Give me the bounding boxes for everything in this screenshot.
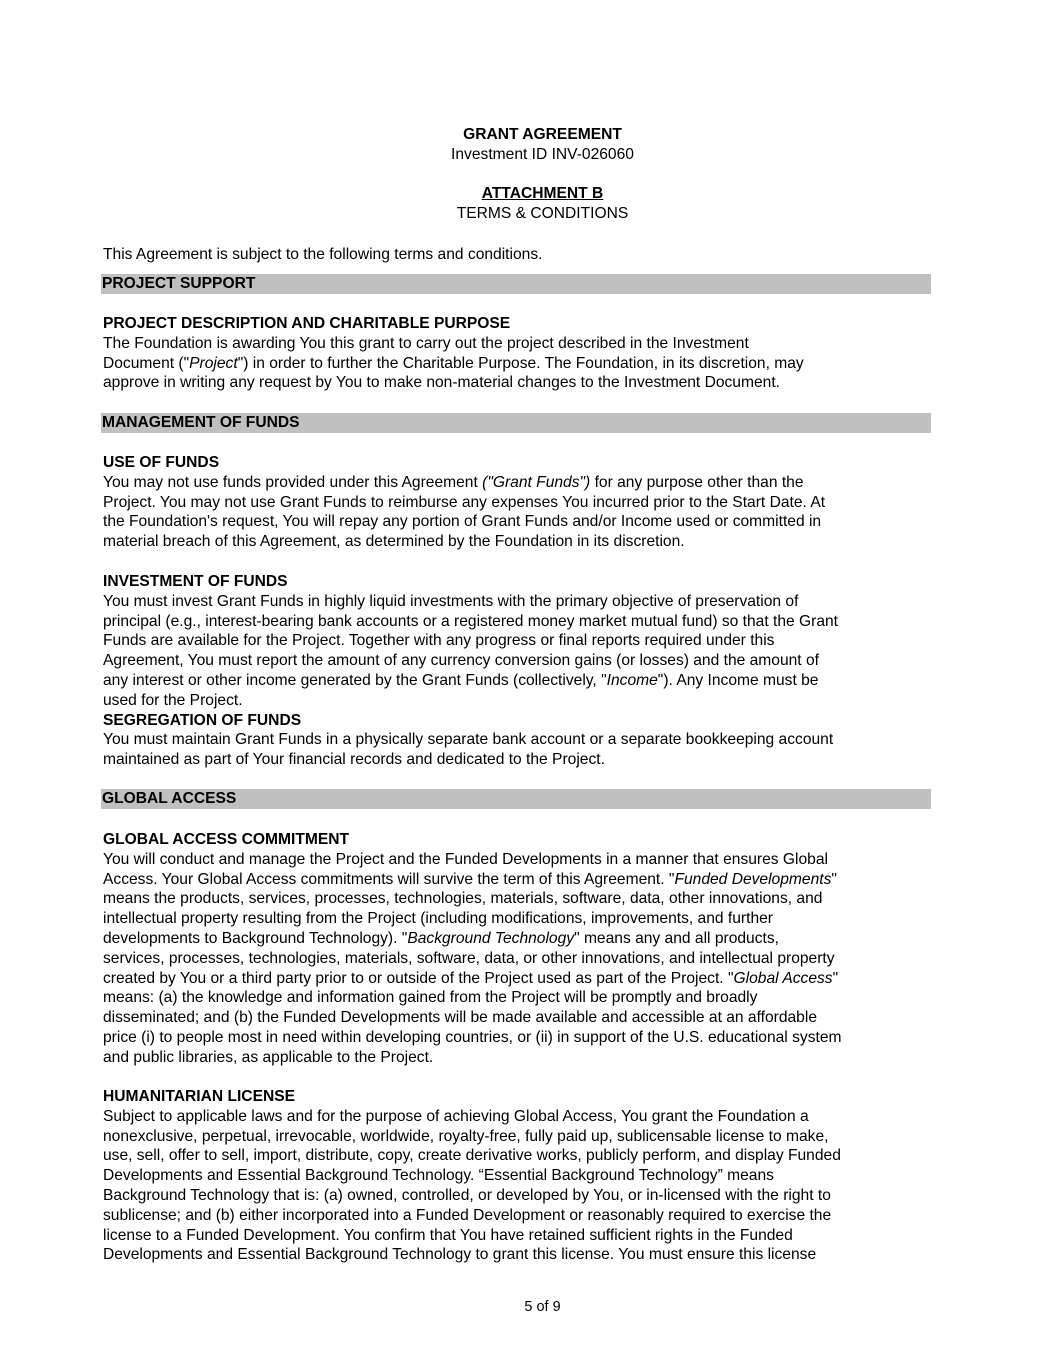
- text-line: use, sell, offer to sell, import, distribute, copy, create derivative works, publicly perform, and display Funded: [103, 1147, 841, 1165]
- use-of-funds-block: [103, 453, 933, 552]
- text-line: You may not use funds provided under this Agreement ("Grant Funds") for any purpose other than the: [103, 473, 804, 491]
- section-bar-project-support: PROJECT SUPPORT: [101, 274, 931, 294]
- investment-of-funds-block: [103, 572, 933, 770]
- use-of-funds-text: [103, 473, 933, 552]
- project-description-heading: PROJECT DESCRIPTION AND CHARITABLE PURPOSE: [103, 315, 511, 332]
- attachment-title: ATTACHMENT B: [481, 185, 604, 202]
- text-line: any interest or other income generated by the Grant Funds (collectively, "Income"). Any Income must be: [103, 671, 819, 689]
- project-description-block: [103, 314, 933, 393]
- investment-id: Investment ID INV-026060: [451, 146, 634, 163]
- text-line: used for the Project.: [103, 691, 243, 709]
- global-access-commitment-block: [103, 830, 933, 1068]
- page-number: 5 of 9: [524, 1299, 561, 1315]
- text-line: material breach of this Agreement, as determined by the Foundation in its discretion.: [103, 533, 685, 551]
- humanitarian-license-block: [103, 1087, 933, 1265]
- text-line: developments to Background Technology). "Background Technology" means any and all products,: [103, 929, 779, 947]
- text-line: principal (e.g., interest-bearing bank accounts or a registered money market mutual fund) so that the Grant: [103, 612, 839, 630]
- text-line: You will conduct and manage the Project and the Funded Developments in a manner that ensures Global: [103, 850, 828, 868]
- text-line: disseminated; and (b) the Funded Developments will be made available and accessible at an affordable: [103, 1009, 817, 1027]
- text-line: means the products, services, processes, technologies, materials, software, data, other innovations, and: [103, 890, 823, 908]
- text-line: maintained as part of Your financial records and dedicated to the Project.: [103, 751, 605, 769]
- text-line: services, processes, technologies, materials, software, data, or other innovations, and intellectual property: [103, 949, 835, 967]
- text-line: approve in writing any request by You to make non-material changes to the Investment Document.: [103, 374, 780, 392]
- text-line: nonexclusive, perpetual, irrevocable, worldwide, royalty-free, fully paid up, sublicensable license to make,: [103, 1127, 829, 1145]
- text-line: Agreement, You must report the amount of any currency conversion gains (or losses) and the amount of: [103, 652, 819, 670]
- text-line: created by You or a third party prior to or outside of the Project used as part of the Project. "Global Access": [103, 969, 839, 987]
- intro-text: This Agreement is subject to the following terms and conditions.: [103, 246, 543, 263]
- humanitarian-license-text: [103, 1107, 933, 1265]
- global-access-commitment-heading: GLOBAL ACCESS COMMITMENT: [103, 831, 350, 848]
- text-line: the Foundation's request, You will repay any portion of Grant Funds and/or Income used or committed in: [103, 513, 822, 531]
- text-line: You must maintain Grant Funds in a physically separate bank account or a separate bookkeeping account: [103, 731, 834, 749]
- text-line: price (i) to people most in need within developing countries, or (ii) in support of the U.S. educational system: [103, 1028, 842, 1046]
- segregation-of-funds-heading: SEGREGATION OF FUNDS: [103, 711, 302, 729]
- attachment-subtitle: TERMS & CONDITIONS: [456, 205, 629, 222]
- section-bar-global-access: GLOBAL ACCESS: [101, 789, 931, 809]
- humanitarian-license-heading: HUMANITARIAN LICENSE: [103, 1088, 296, 1105]
- text-line: Subject to applicable laws and for the purpose of achieving Global Access, You grant the Foundation a: [103, 1107, 809, 1125]
- text-line: Developments and Essential Background Technology. “Essential Background Technology” means: [103, 1167, 774, 1185]
- text-line: The Foundation is awarding You this grant to carry out the project described in the Investment: [103, 334, 749, 352]
- global-access-commitment-text: [103, 850, 933, 1068]
- section-bar-management-of-funds: MANAGEMENT OF FUNDS: [101, 413, 931, 433]
- text-line: intellectual property resulting from the Project (including modifications, improvements, and further: [103, 910, 773, 928]
- segregation-of-funds-text: [103, 730, 933, 770]
- use-of-funds-heading: USE OF FUNDS: [103, 454, 220, 471]
- text-line: Funds are available for the Project. Together with any progress or final reports required under this: [103, 632, 775, 650]
- text-line: Access. Your Global Access commitments will survive the term of this Agreement. "Funded Developments": [103, 870, 837, 888]
- text-line: Document ("Project") in order to further the Charitable Purpose. The Foundation, in its discretion, may: [103, 354, 804, 372]
- project-description-text: [103, 334, 933, 393]
- text-line: license to a Funded Development. You confirm that You have retained sufficient rights in the Funded: [103, 1226, 793, 1244]
- text-line: Project. You may not use Grant Funds to reimburse any expenses You incurred prior to the Start Date. At: [103, 493, 826, 511]
- investment-of-funds-text: [103, 592, 933, 711]
- text-line: sublicense; and (b) either incorporated into a Funded Development or reasonably required to exercise the: [103, 1206, 832, 1224]
- text-line: You must invest Grant Funds in highly liquid investments with the primary objective of preservation of: [103, 592, 799, 610]
- document-title: GRANT AGREEMENT: [463, 126, 622, 143]
- investment-of-funds-heading: INVESTMENT OF FUNDS: [103, 573, 288, 590]
- text-line: Developments and Essential Background Technology to grant this license. You must ensure this license: [103, 1246, 817, 1264]
- text-line: Background Technology that is: (a) owned, controlled, or developed by You, or in-licensed with the right to: [103, 1186, 831, 1204]
- text-line: and public libraries, as applicable to the Project.: [103, 1048, 434, 1066]
- text-line: means: (a) the knowledge and information gained from the Project will be promptly and broadly: [103, 989, 758, 1007]
